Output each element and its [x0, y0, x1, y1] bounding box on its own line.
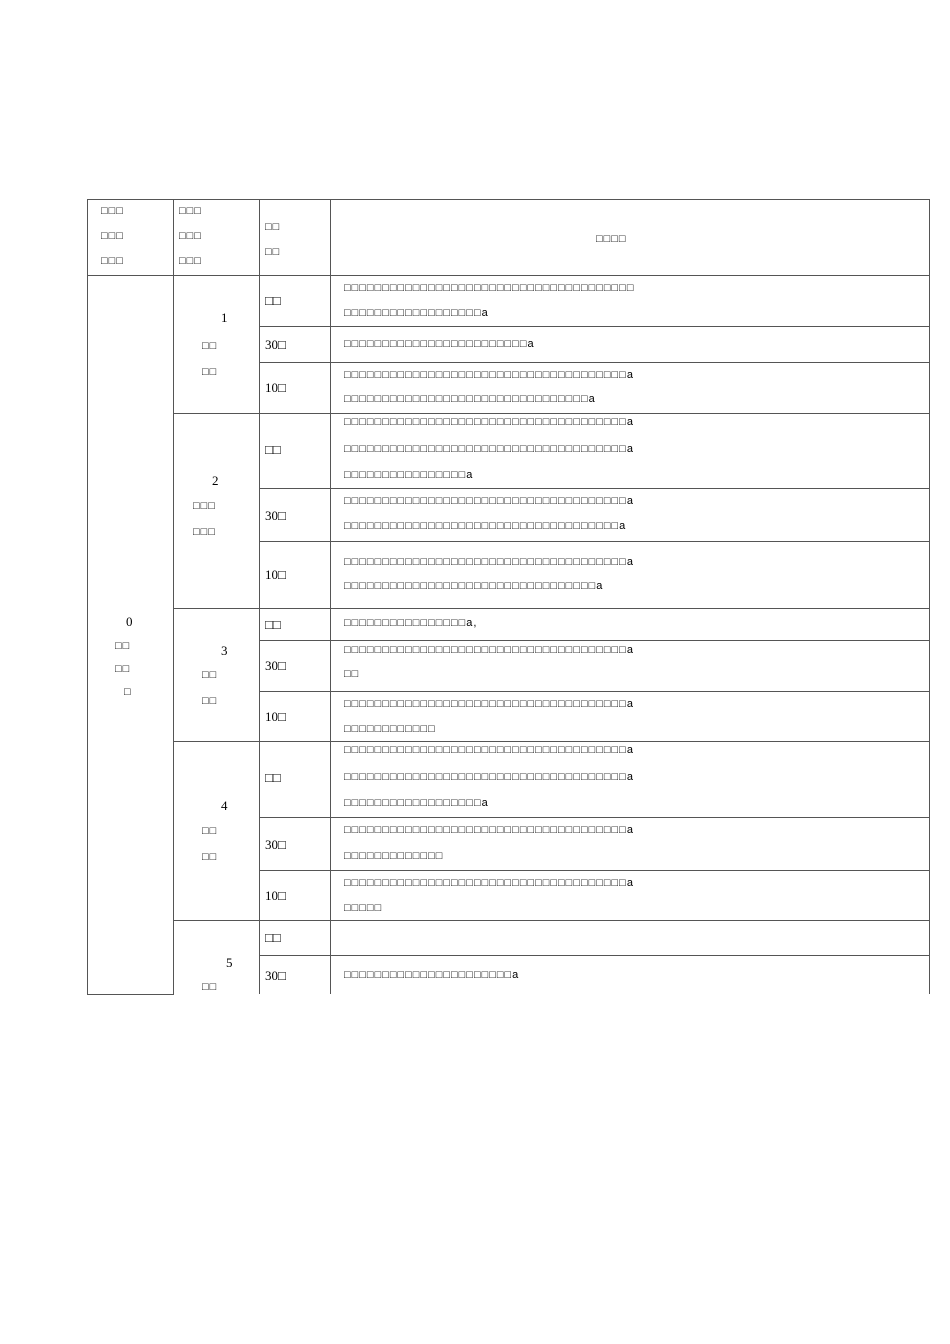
group-label: □□ — [202, 695, 218, 707]
criteria-description-line: □□□□□□□□□□□□□□□□□□□□□□□□□□□□□□□□□□□□□a — [344, 877, 634, 889]
criteria-description-line: □□□□□□□□□□□□□□□□□□□□□□□□□□□□□□□□□a — [344, 580, 604, 592]
header-col2-line: □□□ — [179, 230, 202, 242]
header-col1-line: □□□ — [101, 255, 124, 267]
score-level: 30□ — [265, 658, 286, 673]
criteria-description-line: □□□□□□□□□□□□□□□□□□□□□□□□□□□□□□□□□□□□□a — [344, 416, 634, 428]
criteria-description-line: □□□□□□□□□□□□□□□□□□□□□□□□□□□□□□□□□□□□□a — [344, 744, 634, 756]
criteria-description-line: □□□□□□□□□□□□□□□□□□□□□□□□□□□□□□□□□□□□□a — [344, 698, 634, 710]
criteria-description-line: □□□□□□□□□□□□□□□□□□□□□□□□□□□□□□□□a — [344, 393, 596, 405]
table-horizontal-rule — [87, 199, 930, 200]
group-number: 3 — [221, 643, 228, 658]
criteria-description-line: □□□□□□□□□□□□□ — [344, 850, 444, 862]
group-label: □□ — [202, 851, 218, 863]
criteria-description-line: □□□□□□□□□□□□□□□□□□□□□□□□□□□□□□□□□□□□□a — [344, 495, 634, 507]
table-horizontal-rule — [173, 608, 930, 609]
header-col3-line: □□ — [265, 246, 281, 258]
criteria-description-line: □□□□□□□□□□□□□□□□□□□□□□□□a — [344, 338, 535, 350]
score-level: □□ — [265, 770, 281, 785]
score-level: 30□ — [265, 337, 286, 352]
criteria-description-line: □□□□□□□□□□□□□□□□□□□□□□□□□□□□□□□□□□□□□a — [344, 824, 634, 836]
table-horizontal-rule — [173, 920, 930, 921]
header-col1-line: □□□ — [101, 230, 124, 242]
group-number: 1 — [221, 310, 228, 325]
score-level: □□ — [265, 442, 281, 457]
table-horizontal-rule — [259, 640, 930, 641]
criteria-description-line: □□□□□□□□□□□□□□□□□□a — [344, 307, 489, 319]
table-horizontal-rule — [259, 955, 930, 956]
score-level: 30□ — [265, 508, 286, 523]
table-vertical-rule — [330, 199, 331, 994]
criteria-description-line: □□□□□□□□□□□□□□□□□□□□□□a — [344, 969, 520, 981]
group-number: 4 — [221, 798, 228, 813]
criteria-description-line: □□ — [344, 668, 360, 680]
group-label: □□ — [202, 981, 218, 993]
score-level: 10□ — [265, 888, 286, 903]
criteria-description-line: □□□□□□□□□□□□□□□□a, — [344, 617, 478, 629]
table-horizontal-rule — [173, 413, 930, 414]
score-level: □□ — [265, 930, 281, 945]
group-label: □□□ — [193, 526, 216, 538]
main-group-label: □□ — [115, 640, 131, 652]
group-number: 5 — [226, 955, 233, 970]
table-horizontal-rule — [259, 326, 930, 327]
table-horizontal-rule — [87, 275, 930, 276]
score-level: □□ — [265, 293, 281, 308]
table-horizontal-rule — [87, 994, 174, 995]
group-label: □□ — [202, 366, 218, 378]
score-level: 10□ — [265, 709, 286, 724]
header-col3-line: □□ — [265, 221, 281, 233]
score-level: 10□ — [265, 567, 286, 582]
main-group-number: 0 — [126, 614, 133, 629]
score-level: 30□ — [265, 968, 286, 983]
group-label: □□□ — [193, 500, 216, 512]
header-col2-line: □□□ — [179, 205, 202, 217]
criteria-description-line: □□□□□□□□□□□□□□□□□□□□□□□□□□□□□□□□□□□□□a — [344, 644, 634, 656]
criteria-description-line: □□□□□□□□□□□□□□□□□□□□□□□□□□□□□□□□□□□□□a — [344, 369, 634, 381]
table-horizontal-rule — [259, 870, 930, 871]
table-vertical-rule — [929, 199, 930, 994]
header-col2-line: □□□ — [179, 255, 202, 267]
table-vertical-rule — [173, 199, 174, 994]
header-col1-line: □□□ — [101, 205, 124, 217]
group-number: 2 — [212, 473, 219, 488]
score-level: 10□ — [265, 380, 286, 395]
criteria-description-line: □□□□□□□□□□□□□□□□□□a — [344, 797, 489, 809]
criteria-description-line: □□□□□□□□□□□□□□□□□□□□□□□□□□□□□□□□□□□□□a — [344, 443, 634, 455]
score-level: 30□ — [265, 837, 286, 852]
table-horizontal-rule — [259, 541, 930, 542]
group-label: □□ — [202, 340, 218, 352]
table-horizontal-rule — [259, 362, 930, 363]
criteria-description-line: □□□□□ — [344, 902, 383, 914]
table-horizontal-rule — [259, 691, 930, 692]
main-group-label: □ — [124, 686, 132, 698]
main-group-label: □□ — [115, 663, 131, 675]
criteria-description-line: □□□□□□□□□□□□□□□□a — [344, 469, 474, 481]
criteria-description-line: □□□□□□□□□□□□□□□□□□□□□□□□□□□□□□□□□□□□□a — [344, 771, 634, 783]
table-vertical-rule — [259, 199, 260, 994]
criteria-description-line: □□□□□□□□□□□□□□□□□□□□□□□□□□□□□□□□□□□□a — [344, 520, 627, 532]
criteria-description-line: □□□□□□□□□□□□□□□□□□□□□□□□□□□□□□□□□□□□□□ — [344, 282, 635, 294]
criteria-description-line: □□□□□□□□□□□□□□□□□□□□□□□□□□□□□□□□□□□□□a — [344, 556, 634, 568]
table-horizontal-rule — [259, 488, 930, 489]
criteria-description-line: □□□□□□□□□□□□ — [344, 723, 436, 735]
header-col4: □□□□ — [596, 233, 627, 245]
group-label: □□ — [202, 669, 218, 681]
table-horizontal-rule — [259, 817, 930, 818]
group-label: □□ — [202, 825, 218, 837]
table-horizontal-rule — [173, 741, 930, 742]
score-level: □□ — [265, 617, 281, 632]
table-vertical-rule — [87, 199, 88, 994]
